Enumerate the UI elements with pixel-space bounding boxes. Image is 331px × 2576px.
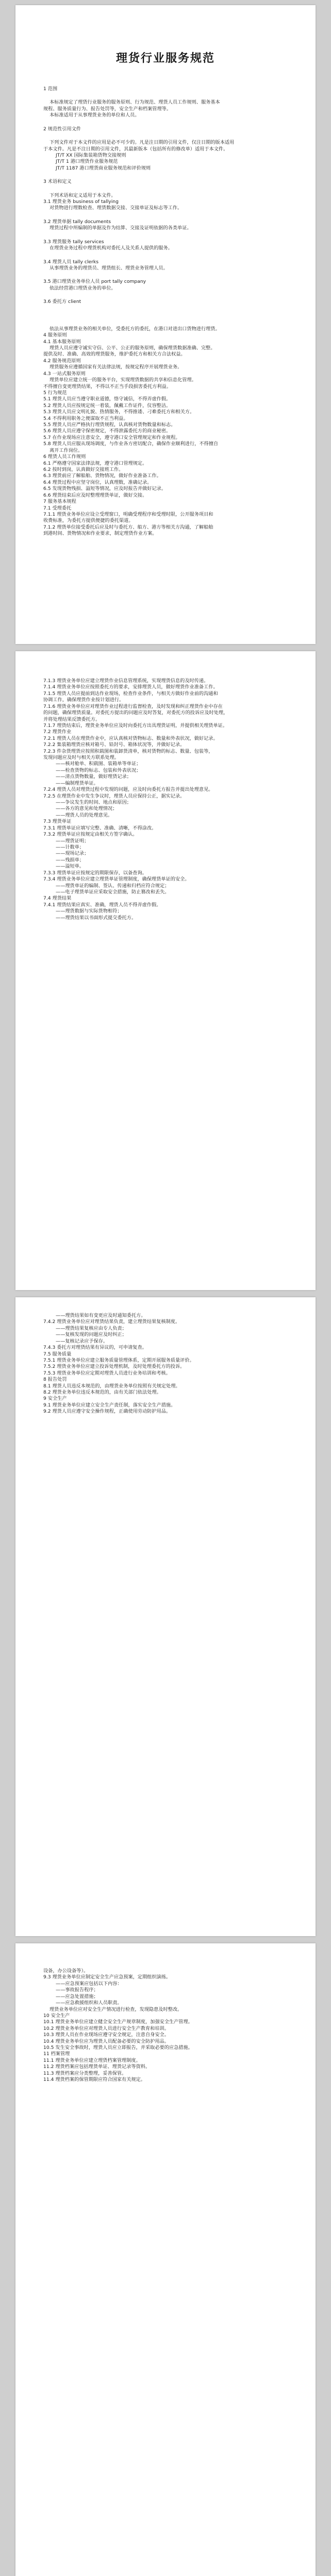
text-line: 5.8 理货人员应服从现场调度，与作业各方密切配合，确保作业顺利进行，不得擅自 — [43, 441, 219, 447]
text-line: 5.7 在作业现场应注意安全，遵守港口安全管理规定和作业规程。 — [43, 434, 180, 440]
text-line: 理货单位应建立统一的服务平台，实现理货数据的共享和信息化管理。 — [49, 377, 196, 383]
text-line: 理货人员应遵守诚实守信、公平、公正的服务原则，确保理货数据准确、完整。 — [49, 345, 216, 351]
text-line: ——争议发生的时间、地点和原因； — [56, 800, 131, 806]
text-line: 6.2 按时到岗，认真做好交接班工作。 — [43, 466, 124, 472]
text-line: 协调工作，确保理货作业按计划进行。 — [43, 697, 124, 703]
text-line: 11.4 理货档案的保管期限应符合国家有关规定。 — [43, 2077, 145, 2083]
page-3-body — [38, 1313, 293, 1415]
text-line: 11.3 理货档案应分类整理，妥善保管。 — [43, 2070, 127, 2076]
text-line: ——计数单； — [56, 844, 85, 850]
text-line: 3.6 委托方 client — [43, 299, 81, 305]
text-line: 下列术语和定义适用于本文件。 — [49, 192, 116, 198]
paragraph-gap — [38, 272, 293, 279]
text-line: 规程、服务质量行为、报告处罚等，安全生产和档案管理等。 — [43, 106, 172, 112]
text-line: ——溢短单。 — [56, 863, 85, 870]
text-line: 5.1 理货人员应当遵守职业道德，恪守诚信，不得弄虚作假。 — [43, 396, 171, 402]
text-line: ——残损单； — [56, 857, 85, 863]
text-line: 7.3.3 理货单证应按规定的期限保存，以备查询。 — [43, 870, 147, 876]
text-line: 7.2.1 理货人员在理货作业中，应认真核对货物标志、数量和外表状况，做好记录。 — [43, 735, 218, 741]
document-page-2 — [15, 651, 316, 1290]
text-line: 7.3.1 理货单证应填写完整、准确、清晰，不得涂改。 — [43, 825, 157, 831]
text-line: 9 安全生产 — [43, 1396, 67, 1402]
text-line: JT/T 1 港口理货作业服务规范 — [56, 159, 118, 165]
text-line: 依法从事理货业务的相关单位，受委托方的委托，在港口对进出口货物进行理货。 — [49, 326, 220, 332]
text-line: 7.1.1 理货业务单位应设立受理窗口，明确受理程序和受理时限，公开服务项目和 — [43, 511, 213, 517]
text-line: JT/T 1187 港口理货商业服务规范和评价规则 — [56, 165, 151, 171]
paragraph-gap — [38, 252, 293, 259]
text-line: 4.3 一站式服务原则 — [43, 370, 86, 377]
text-line: 7.2.4 理货人员对理货过程中发现的问题，应及时向委托方报告并提出处理意见。 — [43, 787, 213, 793]
text-line: 7.2.2 集装箱理货应核对箱号、铅封号、箱体状况等，并做好记录。 — [43, 742, 185, 748]
document-title: 理货行业服务规范 — [115, 52, 215, 65]
text-line: 3.2 理货单据 tally documents — [43, 218, 111, 225]
text-line: 11 档案管理 — [43, 2051, 70, 2057]
text-line: ——应急预案应包括以下内容： — [56, 1980, 122, 1987]
text-line: 5.4 不得利用职务之便谋取不正当利益。 — [43, 415, 128, 421]
text-line: 1 范围 — [43, 86, 58, 92]
text-line: 的问题，确保理货质量。对委托方提出的问题应及时答复，对委托方的投诉应及时处理， — [43, 710, 228, 716]
document-page-4 — [15, 1943, 316, 2576]
text-line: 9.2 理货人员应遵守安全操作规程，正确使用劳动防护用品。 — [43, 1409, 171, 1415]
text-line: 7 服务基本规程 — [43, 499, 76, 505]
text-line: 下列文件对于本文件的应用是必不可少的。凡是注日期的引用文件，仅注日期的版本适用 — [49, 140, 235, 146]
text-line: 理货业务单位应对安全生产情况进行检查，发现隐患及时整改。 — [49, 2006, 183, 2012]
document-page-1 — [15, 5, 316, 644]
text-line: 到港时间、货物情况和作业要求，制定理货作业方案。 — [43, 531, 157, 537]
text-line: ——编制理货单证。 — [56, 780, 98, 786]
text-line: 6.3 理货前应了解船舶、货物情况，做好作业准备工作。 — [43, 473, 161, 479]
text-line: 理货服务应遵循国家有关法律法规，按规定程序开展理货业务。 — [49, 364, 183, 370]
text-line: 5.3 理货人员应文明礼貌、热情服务，不得推诿、刁难委托方和相关方。 — [43, 409, 195, 415]
text-line: 理货过程中所编制的单据及作为结算、交接及证明依据的各类单证。 — [49, 225, 192, 231]
paragraph-gap — [38, 232, 293, 239]
text-line: 5.2 理货人员应按规定统一着装，佩戴工作证件，仪容整洁。 — [43, 402, 171, 409]
text-line: 5.6 理货人员应遵守保密规定，不得泄露委托方的商业秘密。 — [43, 428, 171, 434]
paragraph-gap — [38, 132, 293, 140]
text-line: 本标准适用于从事理货业务的单位和人员。 — [49, 112, 140, 118]
text-line: 本标准规定了理货行业服务的服务原则、行为规范、理货人员工作规则、服务基本 — [49, 99, 220, 106]
text-line: 从事理货业务的理货员、理货组长、理货业务管理人员。 — [49, 265, 168, 272]
text-line: 11.2 理货档案应包括理货单证、理货记录等资料。 — [43, 2064, 151, 2070]
text-line: 7.2 理货作业 — [43, 729, 72, 735]
text-line: 7.1.7 理货结束后，理货业务单位应及时向委托方出具理货证明，并提供相关理货单证。 — [43, 722, 228, 728]
text-line: 9.3 理货业务单位应制定安全生产应急预案，定期组织演练。 — [43, 1974, 171, 1980]
text-line: 对货物进行理数检查、理货数据交接、交接单证及标志等工作。 — [49, 205, 183, 211]
text-line: 7.5.1 理货业务单位应建立服务质量管理体系，定期开展服务质量评价。 — [43, 1357, 194, 1363]
text-line: 7.4 理货结果 — [43, 895, 72, 902]
text-line: 3 术语和定义 — [43, 179, 72, 185]
page-4-body — [38, 1968, 293, 2083]
paragraph-gap — [38, 92, 293, 99]
text-line: 10.1 理货业务单位应建立健全安全生产规章制度，加强安全生产管理。 — [43, 2019, 193, 2025]
text-line: 7.4.1 理货结果应真实、准确，理货人员不得弄虚作假。 — [43, 902, 161, 908]
text-line: 7.4.3 委托方对理货结果有异议的，可申请复查。 — [43, 1345, 147, 1351]
text-line: 7.3.2 理货单证应按规定由相关方签字确认。 — [43, 832, 138, 838]
text-line: 3.4 理货人员 tally clerks — [43, 259, 99, 265]
text-line: 8 报告处罚 — [43, 1377, 67, 1383]
text-line: 7.2.5 在理货作业中发生争议时，理货人员应保持公正，据实记录。 — [43, 793, 185, 799]
text-line: ——理货证明； — [56, 838, 89, 844]
text-line: 不得擅自变更理货结果，不得以不正当手段损害委托方利益。 — [43, 383, 172, 389]
text-line: 5 行为规范 — [43, 389, 67, 396]
paragraph-gap — [38, 185, 293, 193]
text-line: ——事故报告程序； — [56, 1987, 98, 1993]
text-line: 6.6 理货结束后应及时整理理货单证，做好交接。 — [43, 492, 147, 498]
text-line: 在理货业务过程中理货机构对委托人及关系人提供的服务。 — [49, 245, 173, 251]
text-line: ——现场记录； — [56, 851, 89, 857]
text-line: 2 规范性引用文件 — [43, 126, 81, 132]
text-line: ——各方的意见和处理情况； — [56, 806, 118, 812]
paragraph-gap — [38, 212, 293, 219]
text-line: 6.4 理货过程中应坚守岗位，认真理数，准确记录。 — [43, 479, 152, 485]
text-line: ——应急救援组织和人员职责。 — [56, 2000, 122, 2006]
page-1-body — [38, 86, 293, 537]
text-line: 7.5.3 理货业务单位应定期对理货人员进行业务培训和考核。 — [43, 1370, 171, 1376]
text-line: 并将处理结果反馈委托方。 — [43, 716, 101, 722]
text-line: ——检查货物的标志、包装和外表状况； — [56, 767, 141, 773]
text-line: 6 理货人员工作规则 — [43, 454, 86, 460]
text-line: 7.1.4 理货业务单位应按照委托方的要求，安排理货人员，做好理货作业准备工作。 — [43, 684, 218, 690]
text-line: 7.1.6 理货业务单位应对理货作业过程进行监督检查，及时发现和纠正理货作业中存在 — [43, 703, 223, 709]
text-line: 9.1 理货业务单位应建立安全生产责任制，落实安全生产措施。 — [43, 1402, 176, 1408]
text-line: 11.1 理货业务单位应建立理货档案管理制度。 — [43, 2057, 141, 2063]
text-line: 10.5 发生安全事故时，理货人员应立即报告，并采取必要的应急措施。 — [43, 2045, 193, 2051]
paragraph-gap — [38, 172, 293, 179]
text-line: 7.1 受理委托 — [43, 505, 72, 511]
text-line: ——理货人员的处理意见。 — [56, 812, 113, 818]
text-line: 提供及时、准确、高效的理货服务，维护委托方和相关方合法权益。 — [43, 351, 186, 358]
text-line: 3.1 理货业务 business of tallying — [43, 199, 119, 205]
text-line: 10.2 理货业务单位应对理货人员进行安全生产教育和培训。 — [43, 2025, 169, 2031]
text-line: 10 安全生产 — [43, 2012, 70, 2019]
text-line: 7.1.3 理货业务单位应建立理货作业信息管理系统，实现理货信息的及时传递。 — [43, 678, 209, 684]
text-line: 6.5 发现货物残损、溢短等情况，应及时报告并做好记录。 — [43, 486, 167, 492]
text-line: 7.3.4 理货业务单位应建立理货单证管理制度，确保理货单证的安全。 — [43, 876, 190, 883]
text-line: ——复核记录应予保存。 — [56, 1338, 108, 1344]
text-line: 依法经营港口理货业务的单位。 — [49, 285, 116, 291]
paragraph-gap — [38, 119, 293, 126]
text-line: ——复核发现的问题应及时纠正； — [56, 1332, 127, 1338]
text-line: ——理货结果以书面形式提交委托方。 — [56, 914, 137, 921]
paragraph-gap — [38, 306, 293, 326]
text-line: 4.2 服务规范原则 — [43, 358, 81, 364]
text-line: 7.1.5 理货人员应提前到达作业现场，检查作业条件，与相关方做好作业前的沟通和 — [43, 690, 218, 697]
text-line: 6.1 严格遵守国家法律法规，遵守港口管理规定。 — [43, 460, 147, 466]
text-line: 3.3 理货服务 tally services — [43, 239, 104, 245]
text-line: 7.4.2 理货业务单位应对理货结果负责，建立理货结果复核制度。 — [43, 1319, 180, 1325]
text-line: ——理货结果复核应由专人负责； — [56, 1325, 127, 1331]
text-line: ——电子理货单证应采取安全措施，防止篡改和丢失。 — [56, 889, 170, 895]
text-line: 5.5 理货人员应严格执行理货规程，认真核对货物数量和标志。 — [43, 422, 176, 428]
text-line: 收费标准，为委托方提供便捷的委托渠道。 — [43, 518, 134, 524]
text-line: 4 服务原则 — [43, 332, 67, 338]
text-line: 7.2.3 件杂货理货应按照积载图和装卸货清单，核对货物的标志、数量、包装等， — [43, 748, 213, 754]
text-line: 4.1 基本服务原则 — [43, 338, 81, 345]
text-line: ——应急处置措施； — [56, 1993, 98, 1999]
text-line: 8.1 理货人员违反本规范的，由理货业务单位按照有关规定处理。 — [43, 1383, 180, 1389]
text-line: 发现问题应及时与相关方联系处理。 — [43, 755, 119, 761]
document-page-3 — [15, 1297, 316, 1936]
text-line: 7.3 理货单证 — [43, 819, 72, 825]
text-line: 7.1.2 理货单位接受委托后应及时与委托方、船方、港方等相关方沟通，了解船舶 — [43, 524, 213, 530]
text-line: 离开工作岗位。 — [49, 447, 83, 453]
text-line: 7.5.2 理货业务单位应建立投诉处理机制，及时处理委托方的投诉。 — [43, 1364, 185, 1370]
text-line: ——核对舱单、积载图、装箱单等单证； — [56, 761, 141, 767]
text-line: ——理货数据与实际货物相符； — [56, 908, 122, 914]
text-line: 7.5 服务质量 — [43, 1351, 72, 1357]
text-line: 于本文件。凡是不注日期的引用文件，其最新版本（包括所有的修改单）适用于本文件。 — [43, 146, 228, 152]
text-line: 设备，办公设备等）。 — [43, 1968, 89, 1974]
text-line: JT/T XX 国际集装箱货物交接规则 — [56, 152, 126, 158]
text-line: 8.2 理货业务单位违反本规范的，由有关部门依法处理。 — [43, 1389, 161, 1396]
page-2-body — [38, 678, 293, 921]
text-line: ——清点货物数量，做好理货记录； — [56, 774, 131, 780]
text-line: 10.3 理货人员在作业现场应遵守安全规定，注意自身安全。 — [43, 2032, 169, 2038]
paragraph-gap — [38, 292, 293, 299]
text-line: ——理货结果如有变更应及时通知委托方。 — [56, 1313, 146, 1318]
text-line: ——理货单证的编制、签认、传递和归档应符合规定； — [56, 883, 170, 889]
text-line: 10.4 理货业务单位应为理货人员配备必要的安全防护用品。 — [43, 2038, 169, 2044]
text-line: 3.5 港口理货业务单位人员 port tally company — [43, 279, 146, 285]
